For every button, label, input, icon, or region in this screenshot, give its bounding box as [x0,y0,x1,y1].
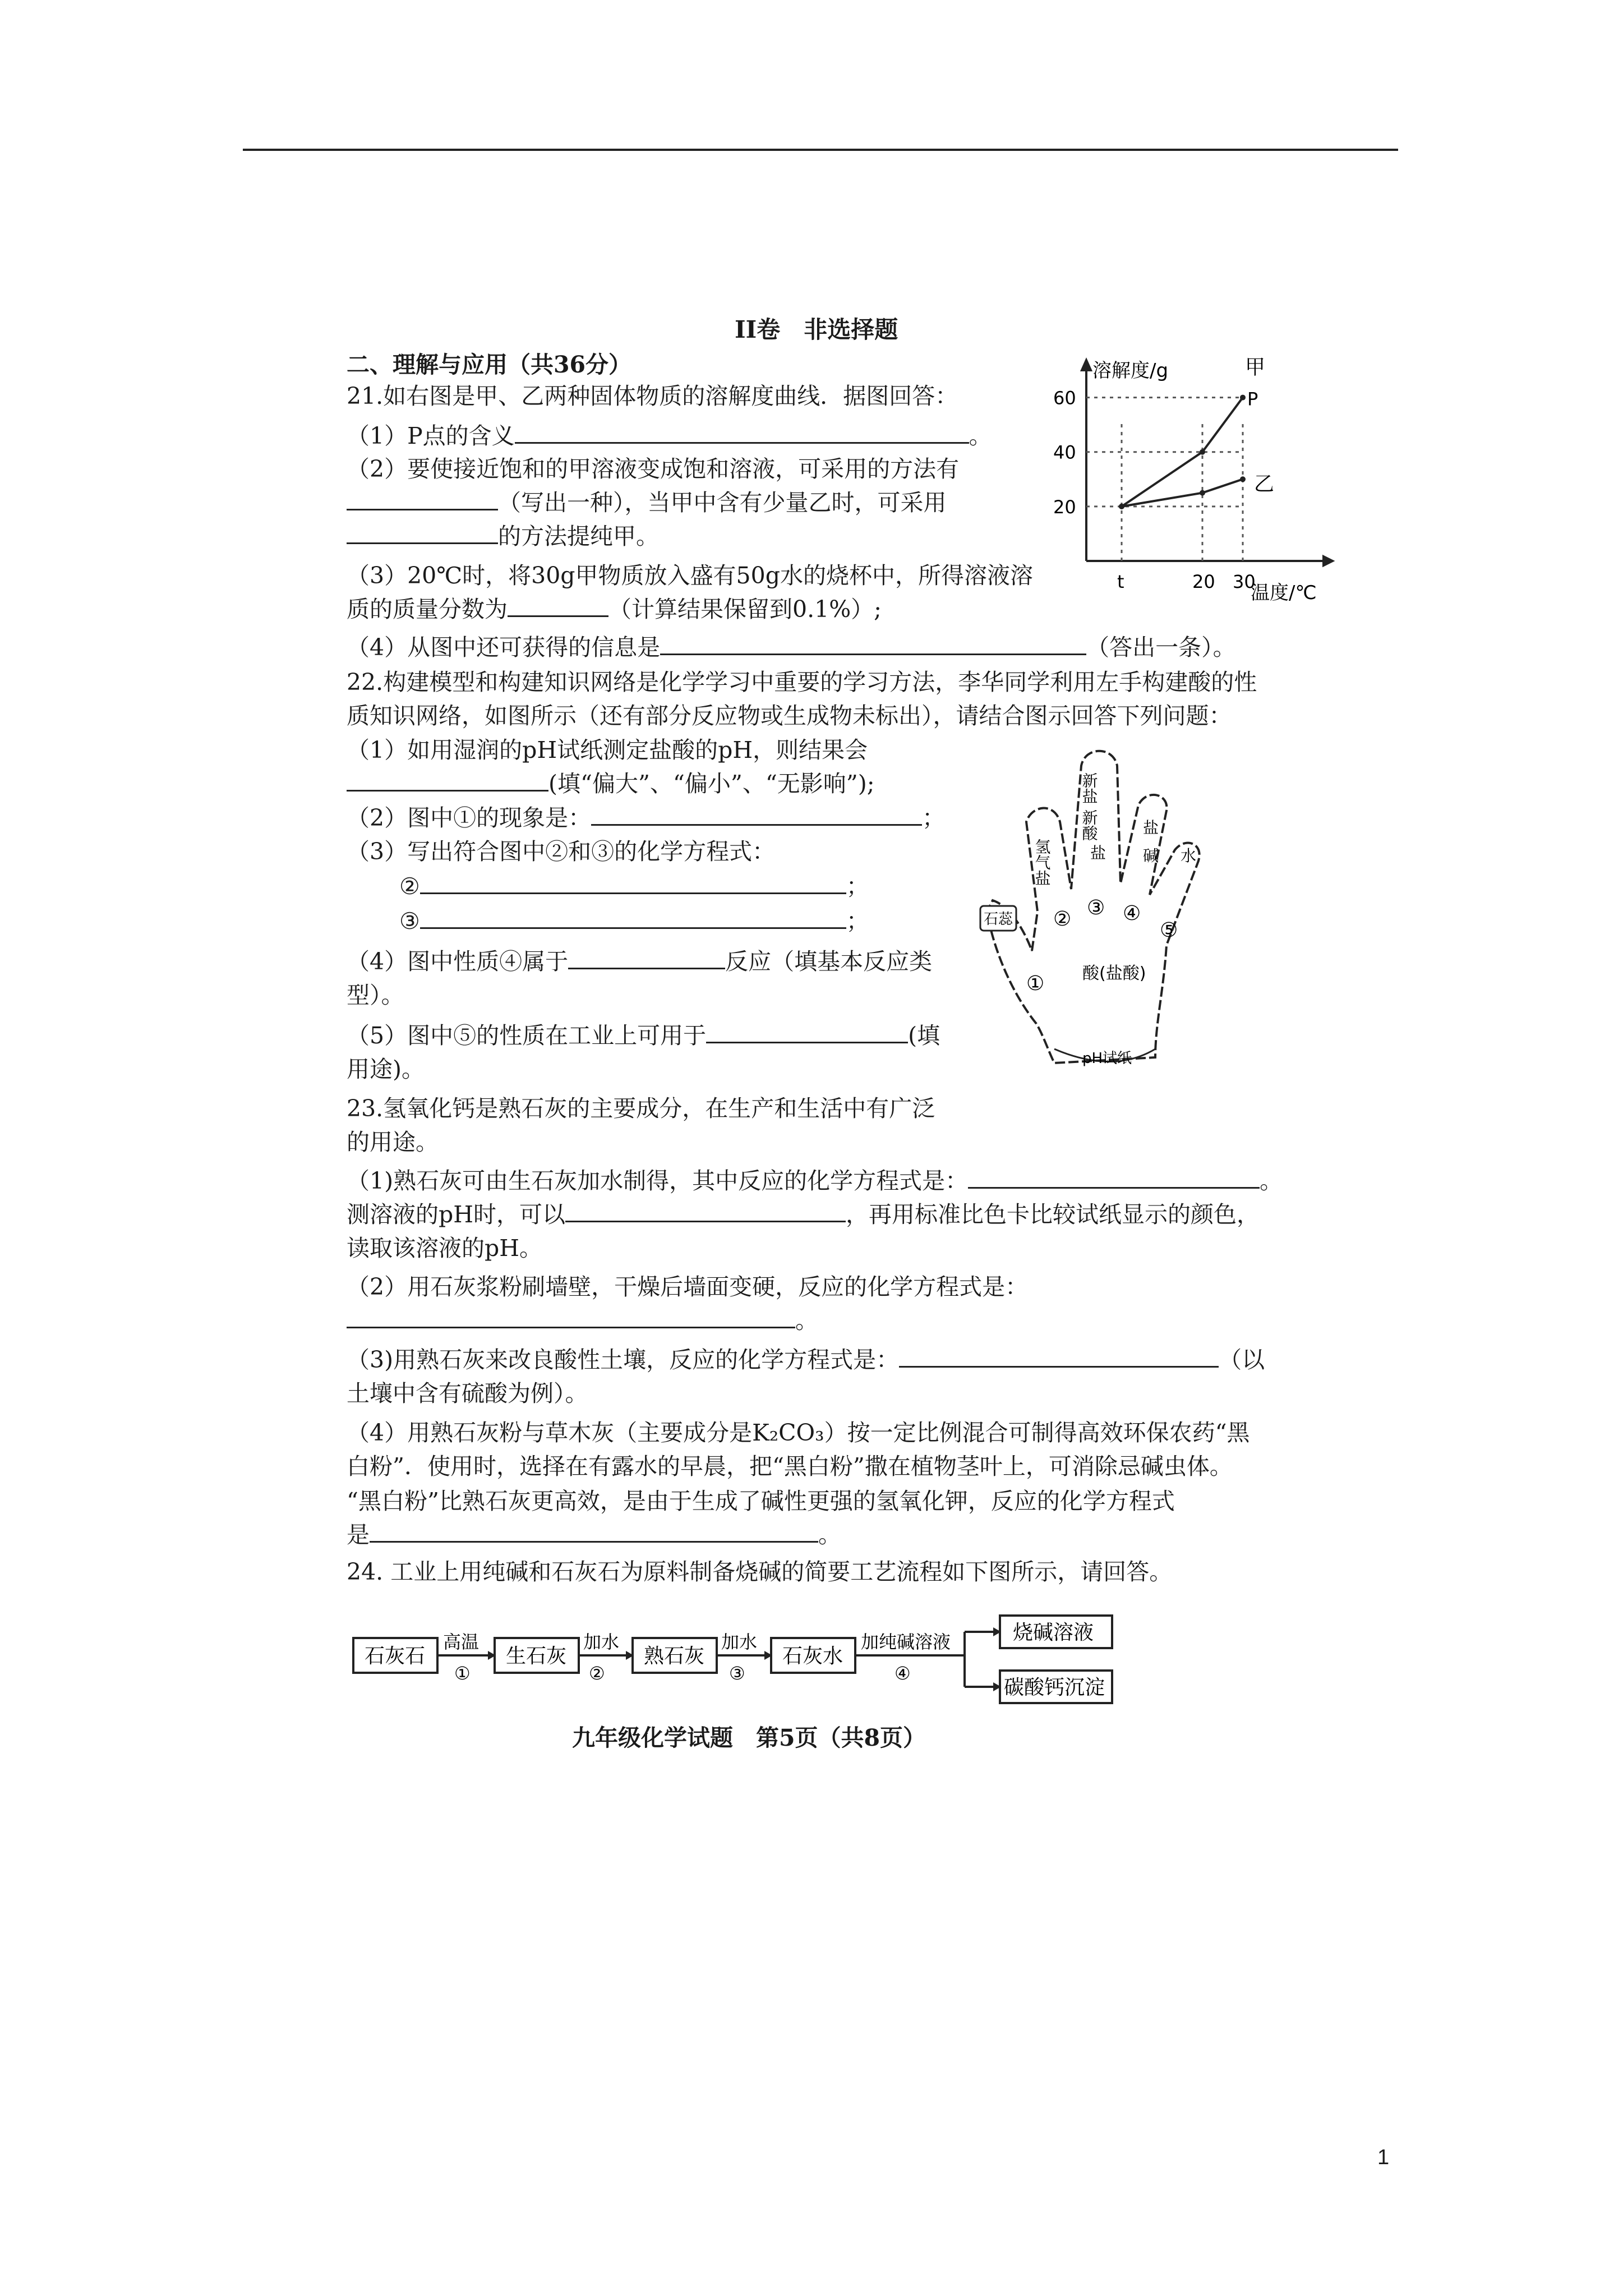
q22-p4c: 型）。 [347,982,404,1009]
q23-p4a: （4）用熟石灰粉与草木灰（主要成分是K₂CO₃）按一定比例混合可制得高效环保农药“黑 [347,1419,1250,1446]
q21-p4-blank[interactable] [660,631,1086,655]
thumb-label: 石蕊 [984,911,1013,928]
q22-p4a: （4）图中性质④属于 反应（填基本反应类 [347,945,932,978]
y-axis-arrow [1082,360,1091,370]
q22-p3-2-blank[interactable] [420,870,846,894]
q23-p3a: （3)用熟石灰来改良酸性土壤，反应的化学方程式是： （以 [347,1343,1265,1377]
flow-label-3: 熟石灰 [644,1645,705,1668]
palm-label: 酸(盐酸) [1082,964,1146,983]
finger5-label: 水 [1181,846,1197,865]
q22-p4-blank[interactable] [568,945,725,969]
q23-p2-blank[interactable] [347,1304,795,1328]
series-label-2: 乙 [1254,472,1275,496]
q23-intro-a: 23.氢氧化钙是熟石灰的主要成分，在生产和生活中有广泛 [347,1095,935,1122]
finger1-label: 氢气盐 [1032,839,1052,886]
series-point [1200,490,1205,496]
q21-p2-blank1[interactable] [347,486,498,510]
series-point [1240,476,1246,482]
finger3-label: 盐 [1090,844,1106,862]
flow-label-4: 石灰水 [782,1645,843,1668]
q23-p4b: 白粉”．使用时，选择在有露水的早晨，把“黑白粉”撒在植物茎叶上，可消除忌碱虫体。 [347,1453,1233,1480]
top-rule [243,149,1398,151]
process-flow [348,1604,1122,1717]
flow-step-2: ② [589,1663,605,1684]
q22-p2-blank[interactable] [591,802,922,826]
y-tick-label: 40 [1053,441,1076,463]
q23-p2b: 。 [347,1304,818,1337]
q22-p5-blank[interactable] [706,1019,908,1043]
q23-p2a: （2）用石灰浆粉刷墙壁，干燥后墙面变硬，反应的化学方程式是： [347,1273,1029,1300]
q23-p1-blank2[interactable] [565,1198,846,1222]
circle-4: ④ [1123,902,1141,925]
circle-5: ⑤ [1160,919,1178,942]
q23-p1-blank1[interactable] [968,1165,1260,1189]
x-tick-label: t [1117,571,1124,592]
q21-p2b: （写出一种），当甲中含有少量乙时，可采用 [347,486,947,519]
q21-p2c: 的方法提纯甲。 [347,519,659,553]
section-title: II卷 非选择题 [735,316,898,343]
q21-p3b: 质的质量分数为 （计算结果保留到0.1%）; [347,592,882,626]
part-heading: 二、理解与应用（共36分） [347,351,632,378]
flow-cond-2: 加水 [583,1631,620,1653]
finger2b-label: 新酸 [1080,809,1099,841]
solubility-chart [1043,353,1346,606]
q21-p3-blank[interactable] [508,593,608,617]
series-point [1200,449,1205,455]
q22-intro-a: 22.构建模型和构建知识网络是化学学习中重要的学习方法，李华同学利用左手构建酸的性 [347,669,1257,696]
q22-p1-blank[interactable] [347,767,548,792]
circle-1: ① [1026,972,1045,995]
q22-intro-b: 质知识网络，如图所示（还有部分反应物或生成物未标出），请结合图示回答下列问题： [347,702,1232,729]
flow-cond-4: 加纯碱溶液 [861,1631,951,1653]
x-axis-label: 温度/℃ [1251,582,1317,604]
flow-cond-1: 高温 [443,1631,479,1653]
q22-p3-3-blank[interactable] [420,905,846,929]
q23-p4d: 是 。 [347,1518,841,1552]
finger4-label: 盐 [1143,818,1159,837]
series-label-1: 甲 [1245,356,1266,379]
flow-step-1: ① [454,1663,471,1684]
q21-intro: 21.如右图是甲、乙两种固体物质的溶解度曲线．据图回答： [347,383,958,409]
q23-intro-b: 的用途。 [347,1129,439,1156]
q24-intro: 24. 工业上用纯碱和石灰石为原料制备烧碱的简要工艺流程如下图所示，请回答。 [347,1558,1173,1585]
q22-p3-3: ③ ； [399,904,869,938]
point-p-label: P [1247,388,1258,410]
q22-p3: （3）写出符合图中②和③的化学方程式： [347,838,776,865]
flow-cond-3: 加水 [721,1631,758,1653]
y-axis-label: 溶解度/g [1092,360,1169,382]
x-tick-label: 30 [1233,571,1256,592]
hand-diagram [970,743,1239,1102]
q21-p2-blank2[interactable] [347,520,498,544]
q22-p3-2: ② ； [399,869,869,903]
circle-3: ③ [1087,896,1105,919]
q21-p1: （1）P点的含义 。 [347,419,992,453]
series-point [1119,504,1124,509]
q23-p3-blank[interactable] [899,1343,1219,1368]
q23-p1d: 读取该溶液的pH。 [347,1235,542,1262]
q22-p2: （2）图中①的现象是： ； [347,801,945,835]
q21-p1-blank[interactable] [515,420,969,444]
q23-p4c: “黑白粉”比熟石灰更高效，是由于生成了碱性更强的氢氧化钾，反应的化学方程式 [347,1488,1175,1515]
flow-label-2: 生石灰 [506,1645,567,1668]
flow-step-4: ④ [895,1663,911,1684]
q22-p1a: （1）如用湿润的pH试纸测定盐酸的pH，则结果会 [347,737,868,763]
finger2-label: 新盐 [1080,772,1099,804]
finger4b-label: 碱 [1143,846,1159,865]
y-tick-label: 60 [1053,387,1076,409]
q23-p1b: 测溶液的pH时，可以 ，再用标准比色卡比较试纸显示的颜色， [347,1198,1260,1231]
page-number: 1 [1377,2146,1390,2169]
series-point [1240,395,1246,401]
flow-label-1: 石灰石 [365,1645,426,1668]
q21-p2a: （2）要使接近饱和的甲溶液变成饱和溶液，可采用的方法有 [347,455,960,482]
q22-p5c: 用途)。 [347,1056,425,1083]
q22-p5a: （5）图中⑤的性质在工业上可用于 (填 [347,1019,940,1052]
q23-p1a: （1)熟石灰可由生石灰加水制得，其中反应的化学方程式是： 。 [347,1164,1283,1198]
page-footer: 九年级化学试题 第5页（共8页） [572,1724,926,1751]
q23-p4-blank[interactable] [370,1519,818,1543]
q21-p4: （4）从图中还可获得的信息是 （答出一条）。 [347,631,1236,664]
circle-2: ② [1053,908,1072,931]
q21-p3a: （3）20℃时，将30g甲物质放入盛有50g水的烧杯中，所得溶液溶 [347,562,1033,589]
x-tick-label: 20 [1192,571,1215,592]
q22-p1b: (填“偏大”、“偏小”、“无影响”); [347,767,875,800]
y-tick-label: 20 [1053,496,1076,518]
series-line-2 [1122,479,1243,507]
q23-p3c: 土壤中含有硫酸为例）。 [347,1380,588,1407]
flow-step-3: ③ [729,1663,745,1684]
ph-label: pH试纸 [1082,1050,1132,1067]
flow-label-6: 碳酸钙沉淀 [1004,1676,1105,1699]
flow-label-5: 烧碱溶液 [1013,1621,1094,1644]
x-axis-arrow [1324,556,1332,565]
